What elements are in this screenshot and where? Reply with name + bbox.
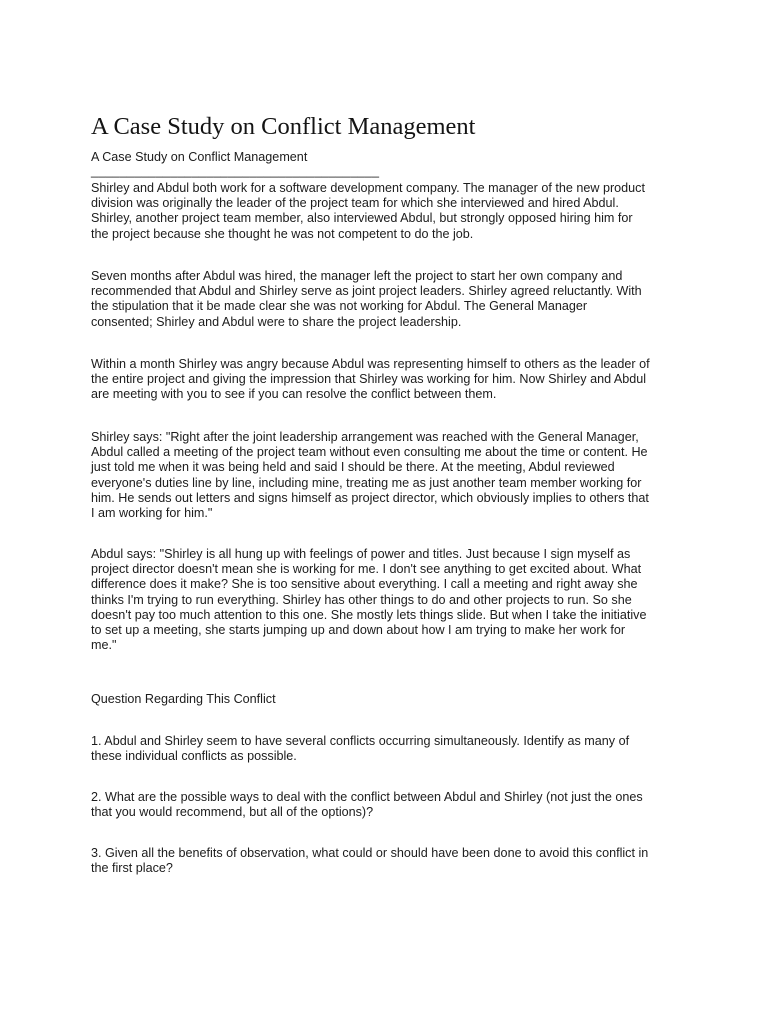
text-line: recommended that Abdul and Shirley serve as joint project leaders. Shirley agreed reluctantly. With bbox=[91, 284, 642, 299]
questions-heading bbox=[91, 692, 276, 707]
text-line: thinks I'm trying to run everything. Shirley has other things to do and other projects to run. So she bbox=[91, 592, 632, 607]
text-line: doesn't pay too much attention to this one. She mostly lets things slide. But when I take the initiative bbox=[91, 607, 647, 622]
paragraph-shirley-says bbox=[91, 430, 649, 521]
text-line: 3. Given all the benefits of observation, what could or should have been done to avoid this conflict in bbox=[91, 846, 649, 860]
document-title: A Case Study on Conflict Management bbox=[91, 113, 476, 140]
text-line: to set up a meeting, she starts jumping up and down about how I am trying to make her work for bbox=[91, 623, 626, 638]
text-line: difference does it make? She is too sensitive about everything. I call a meeting and right away she bbox=[91, 577, 638, 592]
paragraph-intro bbox=[91, 181, 645, 242]
text-line: Question Regarding This Conflict bbox=[91, 692, 276, 706]
text-line: the stipulation that it be made clear she was not working for Abdul. The General Manager bbox=[91, 299, 588, 314]
document-subtitle: A Case Study on Conflict Management bbox=[91, 150, 308, 164]
paragraph-conflict bbox=[91, 357, 650, 403]
text-line: Abdul called a meeting of the project team without even consulting me about the time or content. He bbox=[91, 445, 648, 460]
text-line: consented; Shirley and Abdul were to share the project leadership. bbox=[91, 314, 462, 329]
text-line: Shirley says: "Right after the joint leadership arrangement was reached with the General Manager, bbox=[91, 430, 639, 444]
text-line: Shirley and Abdul both work for a software development company. The manager of the new product bbox=[91, 181, 645, 195]
text-line: division was originally the leader of the project team for which she interviewed and hired Abdul. bbox=[91, 196, 619, 211]
question-2 bbox=[91, 790, 643, 820]
text-line: Shirley, another project team member, also interviewed Abdul, but strongly opposed hiring him for bbox=[91, 211, 633, 226]
text-line: Within a month Shirley was angry because Abdul was representing himself to others as the leader of bbox=[91, 357, 650, 371]
text-line: everyone's duties line by line, including mine, treating me as just another team member working for bbox=[91, 475, 642, 490]
underline-rule: ________________________________________ bbox=[91, 164, 380, 178]
text-line: Abdul says: "Shirley is all hung up with feelings of power and titles. Just because I sign myself as bbox=[91, 547, 631, 561]
text-line: these individual conflicts as possible. bbox=[91, 749, 297, 764]
text-line: project director doesn't mean she is working for me. I don't see anything to get excited about. What bbox=[91, 562, 642, 577]
paragraph-abdul-says bbox=[91, 547, 646, 653]
text-line: Seven months after Abdul was hired, the manager left the project to start her own company and bbox=[91, 269, 623, 283]
text-line: 1. Abdul and Shirley seem to have several conflicts occurring simultaneously. Identify as many of bbox=[91, 734, 630, 748]
question-3 bbox=[91, 846, 648, 876]
text-line: him. He sends out letters and signs himself as project director, which obviously implies to others that bbox=[91, 490, 649, 505]
text-line: are meeting with you to see if you can resolve the conflict between them. bbox=[91, 387, 497, 402]
text-line: the entire project and giving the impression that Shirley was working for him. Now Shirley and Abdul bbox=[91, 372, 647, 387]
text-line: just told me when it was being held and said I should be there. At the meeting, Abdul reviewed bbox=[91, 460, 615, 475]
text-line: 2. What are the possible ways to deal with the conflict between Abdul and Shirley (not just the ones bbox=[91, 790, 643, 804]
text-line: I am working for him." bbox=[91, 506, 213, 521]
question-1 bbox=[91, 734, 629, 764]
paragraph-joint-leadership bbox=[91, 269, 642, 330]
text-line: me." bbox=[91, 638, 117, 653]
text-line: the project because she thought he was not competent to do the job. bbox=[91, 226, 474, 241]
text-line: the first place? bbox=[91, 861, 173, 876]
text-line: that you would recommend, but all of the options)? bbox=[91, 805, 374, 820]
